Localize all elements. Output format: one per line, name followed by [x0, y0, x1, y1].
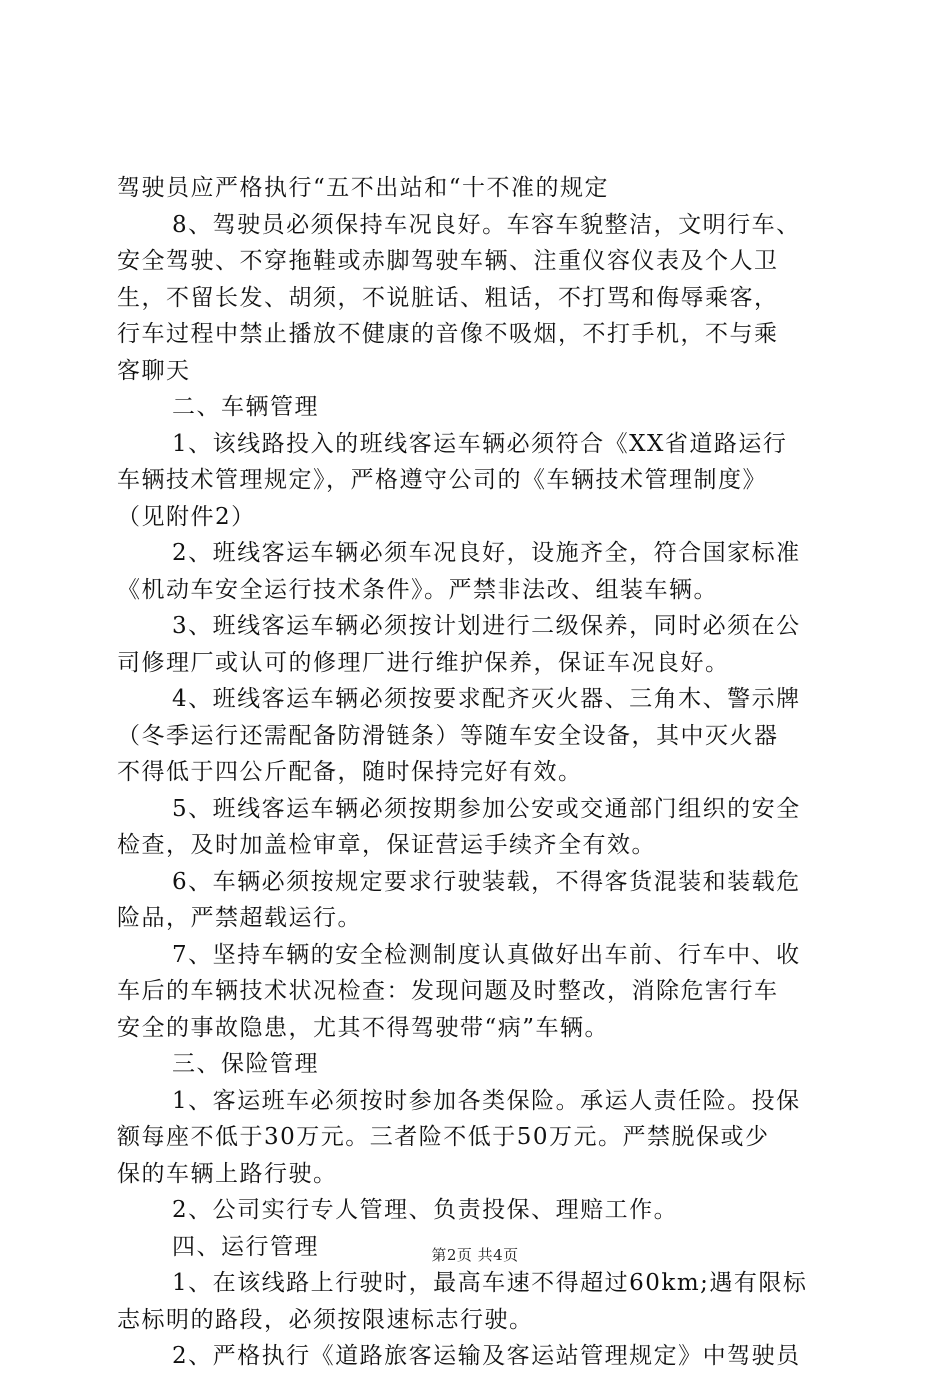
- text-line: （冬季运行还需配备防滑链条）等随车安全设备，其中灭火器: [117, 722, 779, 749]
- text-line: 客聊天: [117, 357, 191, 384]
- text-line: 车辆技术管理规定》，严格遵守公司的《车辆技术管理制度》: [117, 467, 767, 493]
- text-line: 2、严格执行《道路旅客运输及客运站管理规定》中驾驶员: [172, 1343, 801, 1369]
- text-line: 司修理厂或认可的修理厂进行维护保养，保证车况良好。: [117, 649, 730, 676]
- text-line: 志标明的路段，必须按限速标志行驶。: [117, 1306, 534, 1333]
- text-line: 生，不留长发、胡须，不说脏话、粗话，不打骂和侮辱乘客，: [117, 284, 779, 311]
- text-line: 1、在该线路上行驶时，最高车速不得超过60km;遇有限标: [172, 1270, 808, 1296]
- text-line: 额每座不低于30万元。三者险不低于50万元。严禁脱保或少: [117, 1124, 770, 1150]
- text-line: 6、车辆必须按规定要求行驶装载，不得客货混装和装载危: [172, 868, 801, 895]
- text-line: 不得低于四公斤配备，随时保持完好有效。: [117, 759, 583, 785]
- text-line: 三、保险管理: [172, 1051, 319, 1077]
- text-line: 保的车辆上路行驶。: [117, 1160, 338, 1187]
- text-line: 7、坚持车辆的安全检测制度认真做好出车前、行车中、收: [172, 941, 801, 968]
- page-footer: 第2页 共4页: [431, 1246, 519, 1264]
- text-line: 驾驶员应严格执行“五不出站和“十不准的规定: [117, 175, 610, 201]
- text-line: 《机动车安全运行技术条件》。严禁非法改、组装车辆。: [117, 576, 718, 603]
- text-line: 检查，及时加盖检审章，保证营运手续齐全有效。: [117, 832, 656, 858]
- text-line: 1、客运班车必须按时参加各类保险。承运人责任险。投保: [172, 1087, 801, 1114]
- text-line: 1、该线路投入的班线客运车辆必须符合《XX省道路运行: [172, 430, 788, 457]
- text-line: 安全的事故隐患，尤其不得驾驶带“病”车辆。: [117, 1014, 610, 1041]
- text-line: 2、班线客运车辆必须车况良好，设施齐全，符合国家标准: [172, 540, 801, 566]
- text-line: 险品，严禁超载运行。: [117, 905, 362, 931]
- text-line: 行车过程中禁止播放不健康的音像不吸烟，不打手机，不与乘: [117, 321, 779, 347]
- text-line: 二、车辆管理: [172, 394, 319, 420]
- text-line: 车后的车辆技术状况检查：发现问题及时整改，消除危害行车: [117, 978, 779, 1004]
- text-line: 安全驾驶、不穿拖鞋或赤脚驾驶车辆、注重仪容仪表及个人卫: [117, 248, 779, 274]
- text-line: 四、运行管理: [172, 1233, 319, 1260]
- text-line: （见附件2）: [117, 503, 256, 530]
- document-body: [117, 170, 833, 1375]
- text-line: 3、班线客运车辆必须按计划进行二级保养，同时必须在公: [172, 613, 801, 639]
- text-line: 2、公司实行专人管理、负责投保、理赔工作。: [172, 1197, 679, 1223]
- text-line: 5、班线客运车辆必须按期参加公安或交通部门组织的安全: [172, 795, 801, 822]
- text-line: 8、驾驶员必须保持车况良好。车容车貌整洁，文明行车、: [172, 211, 801, 238]
- text-line: 4、班线客运车辆必须按要求配齐灭火器、三角木、警示牌: [172, 686, 801, 712]
